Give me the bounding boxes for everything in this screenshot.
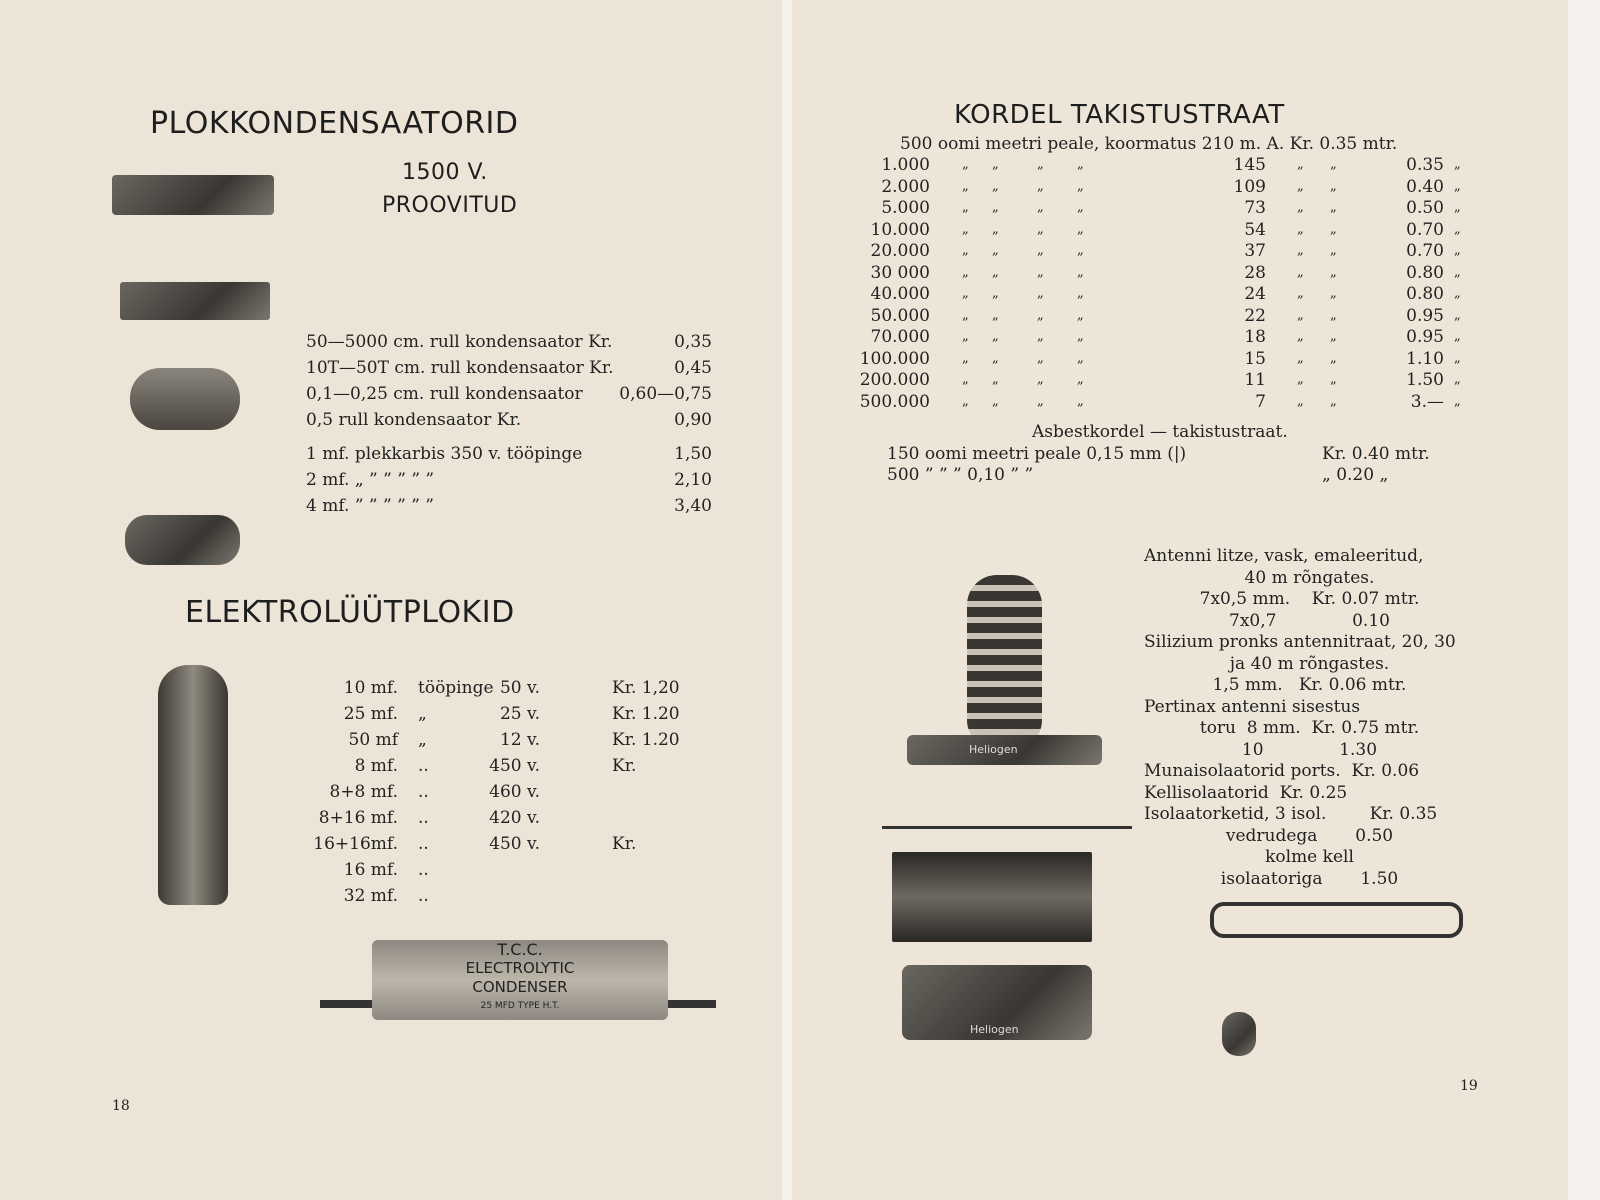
table-cell-price: 0.80 [1406,284,1444,304]
table-cell-load: 145 [1233,155,1266,175]
table-cell-ditto: „ [1297,350,1304,366]
list-item-voltage: 450 v. [489,834,540,854]
egg-insulator-image [1222,1012,1256,1056]
table-cell-ditto: „ [1077,178,1084,194]
list-item-price: 3,40 [674,496,712,516]
list-item: 1 mf. plekkarbis 350 v. tööpinge [306,444,583,464]
table-cell-ditto: „ [1330,264,1337,280]
section-title: ELEKTROLÜÜTPLOKID [185,595,515,630]
table-cell-ditto: „ [1037,350,1044,366]
table-cell-ditto: „ [992,372,999,387]
condenser-label-line: T.C.C. [497,940,543,959]
table-cell-ditto: „ [1077,157,1084,172]
table-cell-ditto: „ [992,350,999,366]
page-number: 19 [1460,1078,1478,1094]
table-cell-ditto: „ [962,372,969,387]
table-cell-ditto: „ [1454,307,1461,323]
table-cell-ditto: „ [1330,243,1337,258]
table-cell-ditto: „ [1037,178,1044,194]
list-item-price: Kr. [612,756,637,776]
table-cell-ditto: „ [1454,264,1461,280]
list-item-ditto: „ [418,704,427,724]
table-cell-ditto: „ [1330,286,1337,301]
table-cell-load: 37 [1244,241,1266,261]
table-cell-ditto: „ [1330,221,1337,237]
list-item-capacity: 50 mf [348,730,398,750]
list-item-price: Kr. [612,834,637,854]
table-cell-price: 0.40 [1406,176,1444,197]
electrolytic-block-image [158,665,228,905]
table-cell-ditto: „ [1077,221,1084,237]
insulator-base-image [907,735,1102,765]
list-item-price: 2,10 [674,470,712,490]
price-line: Silizium pronks antennitraat, 20, 30 [1144,632,1456,652]
table-cell-load: 15 [1244,348,1266,369]
capacitor-image [130,368,240,430]
table-cell-ditto: „ [1454,372,1461,387]
right-page [792,0,1568,1200]
condenser-label-line: ELECTROLYTIC [465,959,575,977]
table-cell-ditto: „ [1330,329,1337,344]
table-cell-ditto: „ [1037,157,1044,172]
list-item-ditto: tööpinge [418,678,494,698]
capacitor-image [120,282,270,320]
table-cell-price: 0.70 [1406,219,1444,240]
table-cell-ditto: „ [1077,264,1084,280]
brand-label: Heliogen [970,1023,1019,1036]
table-cell-load: 28 [1244,262,1266,283]
price-line: 7x0,7 0.10 [1229,610,1390,631]
list-item-capacity: 16+16mf. [313,834,398,854]
page-title: PLOKKONDENSAATORID [150,106,519,141]
lightning-arrester-image [892,852,1092,942]
table-cell-ditto: „ [1037,243,1044,258]
table-cell-ditto: „ [1330,307,1337,323]
table-cell-load: 109 [1233,176,1266,197]
list-item-price: 0,45 [674,358,712,378]
table-cell-price: 0.80 [1406,262,1444,283]
list-item-capacity: 8+16 mf. [318,808,398,828]
list-item-ditto: .. [418,782,429,802]
table-cell-ohm: 20.000 [870,241,930,261]
asbest-row: 500 ” ” ” 0,10 ” ” [887,465,1034,485]
table-cell-ditto: „ [1077,307,1084,323]
table-cell-price: 0.35 [1406,155,1444,175]
page-title: KORDEL TAKISTUSTRAAT [954,100,1285,130]
insulator-chain-image [1210,902,1463,938]
table-cell-ditto: „ [1037,372,1044,387]
list-item-capacity: 25 mf. [343,704,398,724]
table-cell-ditto: „ [1297,393,1304,409]
table-cell-ditto: „ [1330,372,1337,387]
table-cell-load: 18 [1244,327,1266,347]
price-line: Munaisolaatorid ports. Kr. 0.06 [1144,761,1420,781]
table-cell-ditto: „ [992,178,999,194]
asbest-price: Kr. 0.40 mtr. [1322,444,1430,464]
table-cell-ditto: „ [1297,157,1304,172]
list-item: 0,1—0,25 cm. rull kondensaator [306,384,583,404]
price-line: Pertinax antenni sisestus [1144,696,1361,717]
table-cell-ohm: 5.000 [881,198,930,218]
list-item-price: 0,90 [674,410,712,430]
table-cell-ditto: „ [992,243,999,258]
condenser-label-line: CONDENSER [472,978,568,996]
knife-switch-image [902,965,1092,1040]
table-cell-ditto: „ [962,243,969,258]
table-cell-ditto: „ [992,393,999,409]
table-cell-ditto: „ [1454,157,1461,172]
price-line: 40 m rõngates. [1244,567,1375,588]
table-cell-ditto: „ [1037,264,1044,280]
table-cell-ohm: 30 000 [870,262,930,283]
asbest-row: 150 oomi meetri peale 0,15 mm (|) [887,444,1187,464]
table-cell-ohm: 70.000 [870,327,930,347]
price-line: 10 1.30 [1241,739,1378,760]
list-item-voltage: 450 v. [489,756,540,776]
price-line: toru 8 mm. Kr. 0.75 mtr. [1199,718,1420,738]
condenser-label-line: 25 MFD TYPE H.T. [480,1001,560,1011]
table-cell-ditto: „ [992,221,999,237]
list-item-ditto: .. [418,860,429,880]
table-cell-ditto: „ [1037,307,1044,323]
table-cell-ditto: „ [1454,286,1461,301]
table-cell-ditto: „ [992,307,999,323]
table-cell-ditto: „ [1454,329,1461,344]
table-cell-ohm: 500.000 [859,391,930,412]
list-item-voltage: 420 v. [489,808,540,828]
table-cell-ditto: „ [962,178,969,194]
table-cell-load: 24 [1244,284,1266,304]
price-line: 1,5 mm. Kr. 0.06 mtr. [1212,675,1407,695]
condenser-lead [320,1000,372,1008]
table-cell-ditto: „ [962,393,969,409]
list-item: 2 mf. „ ” ” ” ” ” [306,470,435,490]
table-cell-ditto: „ [962,350,969,366]
table-cell-ditto: „ [992,264,999,280]
table-cell-price: 1.50 [1406,370,1444,390]
table-cell-ditto: „ [1330,200,1337,215]
table-cell-load: 54 [1244,219,1266,240]
list-item-voltage: 25 v. [499,704,540,724]
tested-label: PROOVITUD [382,193,518,218]
table-cell-ohm: 10.000 [870,219,930,240]
table-cell-ditto: „ [1454,221,1461,237]
list-item-voltage: 460 v. [489,782,540,802]
list-item: 50—5000 cm. rull kondensaator Kr. [306,332,613,352]
list-item-voltage: 50 v. [499,678,540,698]
table-cell-ohm: 2.000 [881,176,930,197]
asbest-price: „ 0.20 „ [1322,465,1389,485]
table-cell-ditto: „ [1077,372,1084,387]
price-line: kolme kell [1265,847,1354,867]
price-line: Kellisolaatorid Kr. 0.25 [1144,782,1348,803]
table-cell-price: 0.50 [1406,198,1444,218]
table-cell-ditto: „ [962,264,969,280]
insulator-image [967,575,1042,750]
table-cell-ditto: „ [1330,350,1337,366]
list-item-capacity: 16 mf. [343,860,398,880]
table-cell-ditto: „ [1077,350,1084,366]
table-cell-ditto: „ [962,157,969,172]
table-cell-ohm: 200.000 [859,370,930,390]
table-cell-ditto: „ [1297,200,1304,215]
table-cell-price: 1.10 [1406,348,1444,369]
table-cell-load: 7 [1255,391,1266,412]
table-cell-price: 0.70 [1406,241,1444,261]
table-cell-ditto: „ [1330,157,1337,172]
capacitor-image [125,515,240,565]
price-line: isolaatoriga 1.50 [1220,868,1399,889]
table-cell-ditto: „ [1077,200,1084,215]
table-cell-price: 3.— [1410,391,1444,412]
table-cell-price: 0.95 [1406,305,1444,326]
page-number: 18 [112,1098,130,1114]
table-cell-price: 0.95 [1406,327,1444,347]
table-cell-ditto: „ [1037,221,1044,237]
table-cell-ditto: „ [1454,243,1461,258]
list-item-price: Kr. 1.20 [612,730,680,750]
list-item-ditto: .. [418,756,429,776]
price-line: vedrudega 0.50 [1225,825,1394,846]
list-item-capacity: 8+8 mf. [329,782,398,802]
table-cell-ditto: „ [1297,264,1304,280]
table-cell-ditto: „ [992,286,999,301]
capacitor-image [112,175,274,215]
price-line: Isolaatorketid, 3 isol. Kr. 0.35 [1144,804,1438,824]
table-cell-ditto: „ [1454,178,1461,194]
table-cell-ditto: „ [1330,178,1337,194]
list-item-ditto: .. [418,808,429,828]
list-item-price: Kr. 1.20 [612,704,680,724]
table-cell-ditto: „ [1330,393,1337,409]
table-cell-ditto: „ [1037,393,1044,409]
list-item-price: 0,60—0,75 [619,384,712,404]
list-item-capacity: 8 mf. [354,756,398,776]
price-line: Antenni litze, vask, emaleeritud, [1144,546,1424,566]
table-cell-load: 73 [1244,198,1266,218]
table-cell-ditto: „ [992,329,999,344]
list-item-price: Kr. 1,20 [612,678,680,698]
table-cell-ditto: „ [962,286,969,301]
table-cell-ditto: „ [962,200,969,215]
asbest-title: Asbestkordel — takistustraat. [1032,422,1288,442]
table-cell-ditto: „ [1297,243,1304,258]
table-cell-ditto: „ [1077,286,1084,301]
list-item-capacity: 10 mf. [343,678,398,698]
table-cell-ditto: „ [1077,243,1084,258]
list-item-ditto: „ [418,730,427,750]
table-cell-ohm: 100.000 [859,348,930,369]
table-cell-ditto: „ [1297,221,1304,237]
condenser-image [372,940,668,1020]
table-cell-ditto: „ [962,307,969,323]
table-cell-load: 22 [1244,305,1266,326]
list-item: 4 mf. ” ” ” ” ” ” [306,496,434,516]
left-page [0,0,782,1200]
table-cell-ditto: „ [1297,329,1304,344]
table-cell-ditto: „ [1077,393,1084,409]
table-first-row: 500 oomi meetri peale, koormatus 210 m. A. Kr. 0.35 mtr. [900,134,1398,154]
table-cell-ditto: „ [1037,286,1044,301]
table-cell-ditto: „ [1297,372,1304,387]
table-cell-ohm: 50.000 [870,305,930,326]
table-cell-ditto: „ [962,329,969,344]
price-line: ja 40 m rõngastes. [1229,653,1390,674]
table-cell-ohm: 40.000 [870,284,930,304]
brand-label: Heliogen [969,743,1018,756]
list-item: 0,5 rull kondensaator Kr. [306,410,522,430]
list-item-capacity: 32 mf. [343,886,398,906]
price-line: 7x0,5 mm. Kr. 0.07 mtr. [1199,589,1420,609]
table-cell-ditto: „ [1454,350,1461,366]
table-cell-ditto: „ [1077,329,1084,344]
egg-insulator-chain-image [882,808,1132,829]
table-cell-ditto: „ [992,200,999,215]
table-cell-ditto: „ [992,157,999,172]
table-cell-ditto: „ [962,221,969,237]
table-cell-ditto: „ [1037,329,1044,344]
list-item-price: 1,50 [674,444,712,464]
list-item-price: 0,35 [674,332,712,352]
table-cell-ditto: „ [1454,393,1461,409]
table-cell-load: 11 [1244,370,1266,390]
list-item-ditto: .. [418,886,429,906]
table-cell-ohm: 1.000 [881,155,930,175]
voltage-label: 1500 V. [402,160,488,185]
table-cell-ditto: „ [1297,307,1304,323]
table-cell-ditto: „ [1297,286,1304,301]
list-item: 10T—50T cm. rull kondensaator Kr. [306,358,614,378]
table-cell-ditto: „ [1037,200,1044,215]
table-cell-ditto: „ [1297,178,1304,194]
list-item-voltage: 12 v. [499,730,540,750]
condenser-lead [668,1000,716,1008]
table-cell-ditto: „ [1454,200,1461,215]
list-item-ditto: .. [418,834,429,854]
